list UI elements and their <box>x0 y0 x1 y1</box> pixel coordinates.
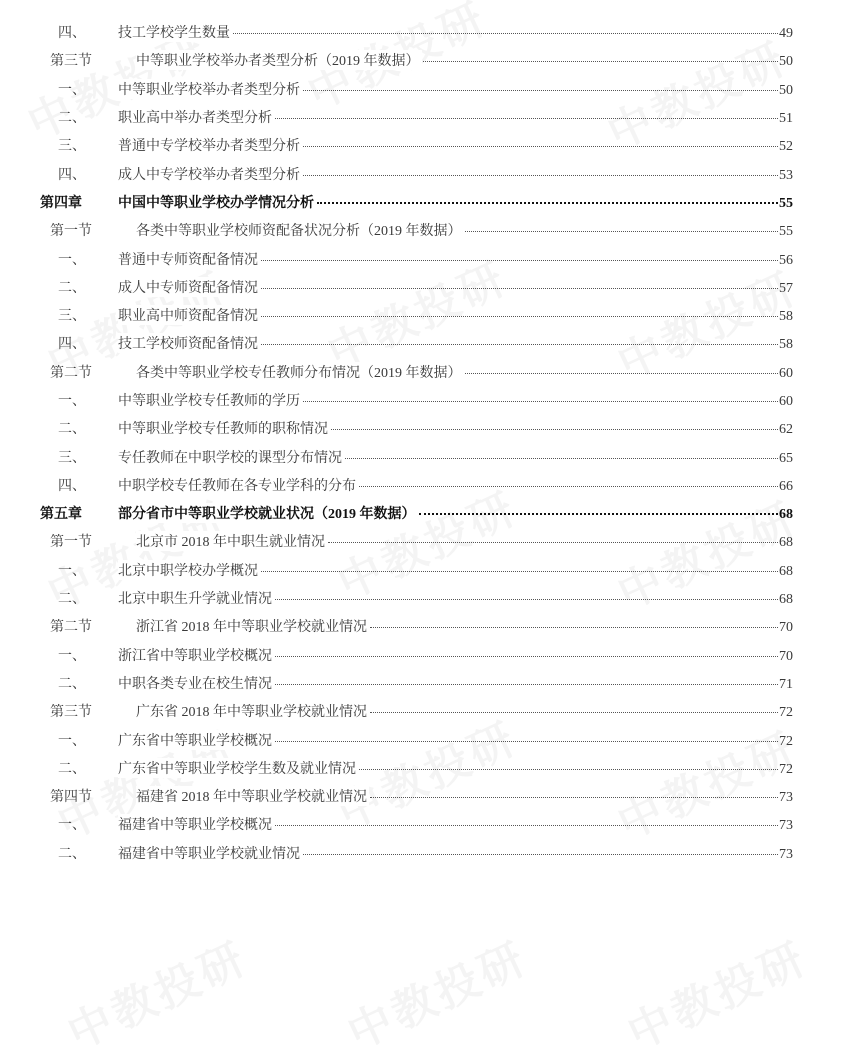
toc-number: 四、 <box>58 478 86 494</box>
toc-title-link[interactable]: 中等职业学校举办者类型分析 <box>118 79 302 99</box>
toc-section-row[interactable] <box>0 358 843 386</box>
dot-leader <box>261 344 778 345</box>
dot-leader <box>465 231 779 232</box>
toc-entry <box>136 50 793 70</box>
toc-title-link[interactable]: 福建省中等职业学校就业情况 <box>118 843 302 863</box>
toc-page-number: 50 <box>779 82 793 98</box>
toc-entry <box>136 701 793 721</box>
toc-title-link[interactable]: 福建省中等职业学校概况 <box>118 814 274 834</box>
toc-item-row[interactable] <box>0 386 843 414</box>
dot-leader <box>359 769 778 770</box>
toc-number: 第四章 <box>40 195 82 211</box>
dot-leader <box>275 656 778 657</box>
toc-number: 二、 <box>58 676 86 692</box>
watermark <box>55 922 256 1061</box>
toc-number: 一、 <box>58 563 86 579</box>
toc-number: 一、 <box>58 394 86 409</box>
toc-number: 第二节 <box>50 365 92 381</box>
toc-item-row[interactable] <box>0 75 843 103</box>
toc-entry <box>118 333 793 353</box>
toc-number: 二、 <box>58 846 86 862</box>
toc-number: 第一节 <box>50 224 92 240</box>
toc-entry <box>136 531 793 551</box>
toc-page-number: 72 <box>779 733 793 749</box>
toc-page-number: 62 <box>779 422 793 438</box>
toc-number: 三、 <box>58 450 86 466</box>
toc-number: 第四节 <box>50 790 92 806</box>
dot-leader <box>419 513 779 515</box>
toc-entry <box>118 277 793 297</box>
toc-entry <box>118 588 793 608</box>
toc-title-link[interactable]: 中等职业学校专任教师的学历 <box>118 390 302 410</box>
toc-item-row[interactable] <box>0 159 843 187</box>
toc-title-link[interactable]: 北京市 2018 年中职生就业情况 <box>136 531 327 551</box>
toc-number: 一、 <box>58 733 86 749</box>
toc-page-number: 72 <box>779 705 793 721</box>
toc-chapter-row[interactable] <box>0 499 843 527</box>
toc-entry <box>118 475 793 495</box>
toc-page-number: 70 <box>779 648 793 664</box>
toc-title-link[interactable]: 各类中等职业学校师资配备状况分析（2019 年数据） <box>136 220 464 240</box>
dot-leader <box>303 854 778 855</box>
table-of-contents <box>0 18 843 867</box>
toc-section-row[interactable] <box>0 782 843 810</box>
toc-title-link[interactable]: 各类中等职业学校专任教师分布情况（2019 年数据） <box>136 362 464 382</box>
toc-item-row[interactable] <box>0 329 843 357</box>
toc-number: 二、 <box>58 111 86 127</box>
toc-page-number: 72 <box>779 761 793 777</box>
toc-title-link[interactable]: 中职学校专任教师在各专业学科的分布 <box>118 475 358 495</box>
toc-title-link[interactable]: 中等职业学校专任教师的职称情况 <box>118 418 330 438</box>
dot-leader <box>317 202 778 204</box>
watermark <box>335 922 536 1061</box>
toc-number: 一、 <box>58 818 86 834</box>
toc-entry <box>118 843 793 863</box>
toc-item-row[interactable] <box>0 556 843 584</box>
toc-number: 三、 <box>58 139 86 155</box>
dot-leader <box>233 33 778 34</box>
toc-page-number: 73 <box>779 818 793 834</box>
toc-entry <box>118 305 793 325</box>
toc-entry <box>118 447 793 467</box>
dot-leader <box>303 146 778 147</box>
toc-title-link[interactable]: 福建省 2018 年中等职业学校就业情况 <box>136 786 369 806</box>
toc-item-row[interactable] <box>0 131 843 159</box>
dot-leader <box>370 797 778 798</box>
watermark <box>615 922 816 1061</box>
toc-entry <box>118 390 793 410</box>
toc-number: 二、 <box>58 761 86 777</box>
toc-item-row[interactable] <box>0 839 843 867</box>
toc-entry <box>118 645 793 665</box>
toc-section-row[interactable] <box>0 216 843 244</box>
toc-section-row[interactable] <box>0 46 843 74</box>
toc-item-row[interactable] <box>0 584 843 612</box>
toc-number: 三、 <box>58 309 86 325</box>
toc-entry <box>136 220 793 240</box>
toc-entry <box>118 107 793 127</box>
dot-leader <box>465 373 779 374</box>
toc-page-number: 70 <box>779 620 793 636</box>
toc-page-number: 71 <box>779 676 793 692</box>
toc-entry <box>118 79 793 99</box>
toc-page-number: 50 <box>779 54 793 70</box>
toc-number: 四、 <box>58 167 86 183</box>
toc-page-number: 73 <box>779 846 793 862</box>
toc-item-row[interactable] <box>0 641 843 669</box>
toc-item-row[interactable] <box>0 414 843 442</box>
toc-title-link[interactable]: 北京中职学校办学概况 <box>118 560 260 580</box>
toc-page-number: 51 <box>779 111 793 127</box>
toc-entry <box>118 730 793 750</box>
toc-entry <box>136 362 793 382</box>
toc-page-number: 68 <box>779 592 793 608</box>
toc-title-link[interactable]: 技工学校学生数量 <box>118 22 232 42</box>
toc-number: 第一节 <box>50 535 92 551</box>
toc-title-link[interactable]: 中职各类专业在校生情况 <box>118 673 274 693</box>
toc-page-number: 55 <box>779 224 793 240</box>
toc-title-link[interactable]: 成人中专师资配备情况 <box>118 277 260 297</box>
dot-leader <box>261 571 778 572</box>
toc-title-link[interactable]: 北京中职生升学就业情况 <box>118 588 274 608</box>
dot-leader <box>275 599 778 600</box>
toc-title-link[interactable]: 职业高中师资配备情况 <box>118 305 260 325</box>
toc-page-number: 58 <box>779 309 793 325</box>
toc-title-link[interactable]: 部分省市中等职业学校就业状况（2019 年数据） <box>118 503 418 523</box>
toc-title-link[interactable]: 浙江省 2018 年中等职业学校就业情况 <box>136 616 369 636</box>
toc-title-link[interactable]: 广东省中等职业学校学生数及就业情况 <box>118 758 358 778</box>
toc-page-number: 60 <box>779 365 793 381</box>
toc-title-link[interactable]: 技工学校师资配备情况 <box>118 333 260 353</box>
toc-page-number: 60 <box>779 394 793 409</box>
dot-leader <box>303 401 778 402</box>
toc-number: 二、 <box>58 592 86 608</box>
toc-entry <box>136 616 793 636</box>
toc-number: 二、 <box>58 280 86 296</box>
toc-number: 第二节 <box>50 620 92 636</box>
toc-page-number: 66 <box>779 478 793 494</box>
toc-entry <box>118 135 793 155</box>
dot-leader <box>261 288 778 289</box>
toc-entry <box>118 814 793 834</box>
toc-item-row[interactable] <box>0 273 843 301</box>
toc-number: 四、 <box>58 26 86 42</box>
toc-entry <box>118 560 793 580</box>
toc-page-number: 58 <box>779 337 793 353</box>
dot-leader <box>370 712 778 713</box>
dot-leader <box>423 61 779 62</box>
toc-page-number: 65 <box>779 450 793 466</box>
toc-item-row[interactable] <box>0 103 843 131</box>
toc-section-row[interactable] <box>0 527 843 555</box>
dot-leader <box>328 542 778 543</box>
toc-number: 第三节 <box>50 705 92 721</box>
toc-title-link[interactable]: 普通中专师资配备情况 <box>118 249 260 269</box>
toc-title-link[interactable]: 广东省 2018 年中等职业学校就业情况 <box>136 701 369 721</box>
toc-entry <box>118 22 793 42</box>
toc-entry <box>118 249 793 269</box>
dot-leader <box>331 429 778 430</box>
toc-page-number: 68 <box>779 563 793 579</box>
toc-entry <box>118 192 793 212</box>
toc-entry <box>118 164 793 184</box>
toc-item-row[interactable] <box>0 442 843 470</box>
toc-item-row[interactable] <box>0 810 843 838</box>
toc-entry <box>118 503 793 523</box>
toc-page-number: 68 <box>779 535 793 551</box>
toc-page-number: 52 <box>779 139 793 155</box>
toc-entry <box>118 758 793 778</box>
toc-section-row[interactable] <box>0 612 843 640</box>
dot-leader <box>275 118 778 119</box>
toc-item-row[interactable] <box>0 301 843 329</box>
dot-leader <box>275 825 778 826</box>
toc-page-number: 56 <box>779 252 793 268</box>
dot-leader <box>261 260 778 261</box>
toc-page-number: 55 <box>779 195 793 211</box>
toc-title-link[interactable]: 中国中等职业学校办学情况分析 <box>118 192 316 212</box>
toc-title-link[interactable]: 成人中专学校举办者类型分析 <box>118 164 302 184</box>
toc-title-link[interactable]: 中等职业学校举办者类型分析（2019 年数据） <box>136 50 422 70</box>
toc-title-link[interactable]: 职业高中举办者类型分析 <box>118 107 274 127</box>
toc-item-row[interactable] <box>0 244 843 272</box>
toc-title-link[interactable]: 专任教师在中职学校的课型分布情况 <box>118 447 344 467</box>
dot-leader <box>345 458 778 459</box>
toc-number: 第三节 <box>50 54 92 70</box>
toc-chapter-row[interactable] <box>0 188 843 216</box>
dot-leader <box>275 684 778 685</box>
toc-number: 一、 <box>58 648 86 664</box>
dot-leader <box>303 175 778 176</box>
toc-item-row[interactable] <box>0 754 843 782</box>
dot-leader <box>261 316 778 317</box>
dot-leader <box>359 486 778 487</box>
toc-page-number: 68 <box>779 507 793 523</box>
toc-number: 一、 <box>58 82 86 98</box>
toc-title-link[interactable]: 普通中专学校举办者类型分析 <box>118 135 302 155</box>
toc-page-number: 57 <box>779 280 793 296</box>
toc-title-link[interactable]: 浙江省中等职业学校概况 <box>118 645 274 665</box>
toc-number: 二、 <box>58 422 86 438</box>
dot-leader <box>303 90 778 91</box>
toc-entry <box>136 786 793 806</box>
toc-section-row[interactable] <box>0 697 843 725</box>
toc-page-number: 49 <box>779 26 793 42</box>
dot-leader <box>275 741 778 742</box>
toc-title-link[interactable]: 广东省中等职业学校概况 <box>118 730 274 750</box>
toc-item-row[interactable] <box>0 669 843 697</box>
toc-item-row[interactable] <box>0 18 843 46</box>
toc-item-row[interactable] <box>0 725 843 753</box>
toc-item-row[interactable] <box>0 471 843 499</box>
toc-number: 一、 <box>58 252 86 268</box>
dot-leader <box>370 627 778 628</box>
toc-number: 第五章 <box>40 507 82 523</box>
toc-entry <box>118 673 793 693</box>
toc-number: 四、 <box>58 337 86 353</box>
toc-page-number: 73 <box>779 790 793 806</box>
toc-page-number: 53 <box>779 167 793 183</box>
toc-entry <box>118 418 793 438</box>
